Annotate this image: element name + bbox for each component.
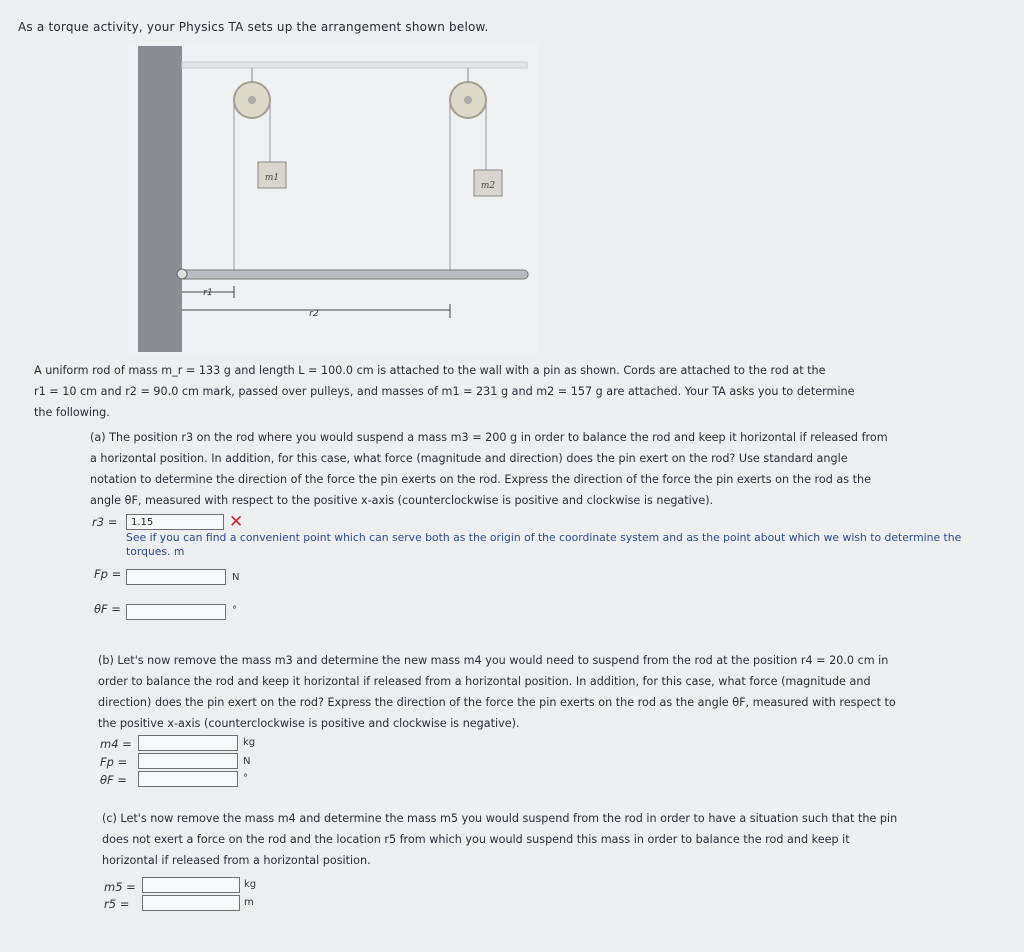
r5-input[interactable] [142, 895, 240, 911]
part-a-text: (a) The position r3 on the rod where you would suspend a mass m3 = 200 g in order to balance the rod and keep it horizontal if released from a horizontal position. In addition, for this case, what force (magnitude and direction) does the pin exert on the rod? Use standard angle notation to determine the direction of the force the pin exerts on the rod. Express the direction of the force the pin exerts on the rod as the angle θF, measured with respect to the positive x-axis (counterclockwise is positive and clockwise is negative). [90, 431, 888, 507]
theta-b-input[interactable] [138, 771, 238, 787]
svg-text:m2: m2 [480, 181, 496, 191]
svg-text:m1: m1 [264, 173, 280, 183]
incorrect-x-icon: ✕ [229, 512, 244, 532]
problem-line-3: the following. [34, 406, 110, 419]
problem-statement [34, 360, 1009, 423]
problem-line-2: r1 = 10 cm and r2 = 90.0 cm mark, passed over pulleys, and masses of m1 = 231 g and m2 = 157 g are attached. Your TA asks you to determine [34, 385, 855, 398]
svg-text:r2: r2 [309, 309, 319, 319]
part-c-text: (c) Let's now remove the mass m4 and determine the mass m5 you would suspend from the rod in order to have a situation such that the pin does not exert a force on the rod and the location r5 from which you would suspend this mass in order to balance the rod and keep it horizontal if released from a horizontal position. [102, 812, 898, 867]
r5-unit: m [244, 897, 254, 908]
theta-b-label: θF = [100, 773, 127, 787]
r5-label: r5 = [104, 897, 130, 911]
m5-input[interactable] [142, 877, 240, 893]
r3-input[interactable] [126, 514, 224, 530]
m4-label: m4 = [100, 737, 132, 751]
intro-text: As a torque activity, your Physics TA sets up the arrangement shown below. [18, 20, 489, 34]
m4-input[interactable] [138, 735, 238, 751]
fp-b-unit: N [243, 756, 251, 767]
fp-a-unit: N [232, 572, 240, 583]
ceiling [182, 62, 527, 68]
r3-label: r3 = [92, 515, 118, 529]
fp-b-input[interactable] [138, 753, 238, 769]
svg-text:r1: r1 [203, 288, 213, 298]
m4-unit: kg [243, 737, 256, 748]
m5-unit: kg [244, 879, 257, 890]
wall [138, 46, 182, 352]
theta-a-input[interactable] [126, 604, 226, 620]
hint-text: See if you can find a convenient point which can serve both as the origin of the coordinate system and as the point about which we wish to determine the torques. m [126, 531, 962, 558]
m5-label: m5 = [104, 880, 136, 894]
pin [177, 269, 187, 279]
theta-a-unit: ° [232, 605, 237, 616]
fp-b-label: Fp = [100, 755, 128, 769]
fp-a-input[interactable] [126, 569, 226, 585]
rod [180, 270, 528, 279]
part-b-text: (b) Let's now remove the mass m3 and determine the new mass m4 you would need to suspend from the rod at the position r4 = 20.0 cm in order to balance the rod and keep it horizontal if released from a horizontal position. In addition, for this case, what force (magnitude and direction) does the pin exert on the rod? Express the direction of the force the pin exerts on the rod as the angle θF, measured with respect to the positive x-axis (counterclockwise is positive and clockwise is negative). [98, 654, 896, 730]
theta-b-unit: ° [243, 773, 248, 784]
theta-a-label: θF = [94, 602, 121, 616]
problem-line-1: A uniform rod of mass m_r = 133 g and length L = 100.0 cm is attached to the wall with a pin as shown. Cords are attached to the rod at the [34, 364, 826, 377]
torque-diagram [128, 42, 538, 354]
fp-a-label: Fp = [94, 567, 122, 581]
